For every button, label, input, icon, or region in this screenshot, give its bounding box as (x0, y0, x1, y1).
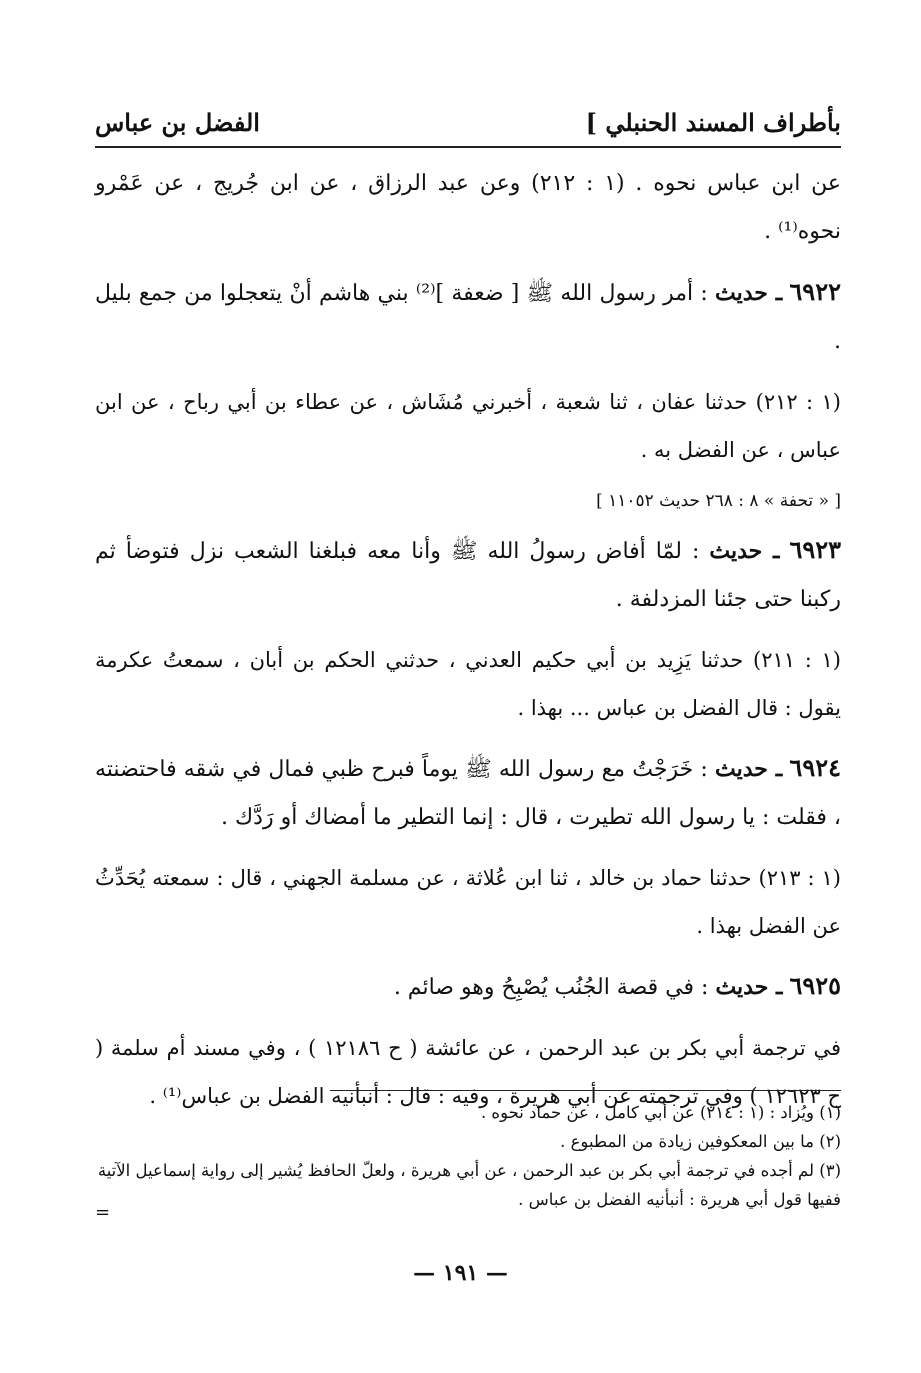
isnad-paragraph: (١ : ٢١٣) حدثنا حماد بن خالد ، ثنا ابن عُلاثة ، عن مسلمة الجهني ، قال : سمعته يُحَدِّثُ عن الفضل بهذا . (95, 866, 841, 938)
main-text (95, 160, 841, 1132)
hadith-text: : خَرَجْتُ مع رسول الله ﷺ يوماً فبرح ظبي فمال في شقه فاحتضنته ، فقلت : يا رسول الله تطيرت ، قال : إنما التطير ما أمضاك أو رَدَّك . (95, 757, 841, 830)
isnad-paragraph: (١ : ٢١١) حدثنا يَزِيد بن أبي حكيم العدني ، حدثني الحكم بن أبان ، سمعتُ عكرمة يقول : قال الفضل بن عباس ... بهذا . (95, 648, 841, 720)
page-number: — ١٩١ — (413, 1260, 508, 1286)
hadith-keyword: حديث (709, 538, 763, 564)
hadith-entry: ٦٩٢٣ ـ حديث : لمّا أفاض رسولُ الله ﷺ وأنا معه فبلغنا الشعب نزل فتوضأ ثم ركبنا حتى جئنا المزدلفة . (95, 535, 841, 612)
hadith-number: ٦٩٢٤ (789, 753, 841, 782)
reference-paragraph: في ترجمة أبي بكر بن عبد الرحمن ، عن عائشة ( ح ١٢١٨٦ ) ، وفي مسند أم سلمة ( ح ١٢٦٢٣ ) وفي ترجمته عن أبي هريرة ، وفيه : قال : أنبأنيه الفضل بن عباس⁽¹⁾ . (95, 1036, 841, 1108)
header-book-title: بأطراف المسند الحنبلي ] (585, 108, 841, 137)
hadith-number: ٦٩٢٣ (789, 535, 841, 564)
hadith-entry: ٦٩٢٤ ـ حديث : خَرَجْتُ مع رسول الله ﷺ يوماً فبرح ظبي فمال في شقه فاحتضنته ، فقلت : يا رسول الله تطيرت ، قال : إنما التطير ما أمضاك أو رَدَّك . (95, 753, 841, 830)
continuation-mark: = (95, 1202, 111, 1223)
isnad-paragraph: (١ : ٢١٢) حدثنا عفان ، ثنا شعبة ، أخبرني مُشَاش ، عن عطاء بن أبي رباح ، عن ابن عباس ، عن الفضل به . (95, 390, 841, 462)
header-section-title: الفضل بن عباس (95, 108, 260, 137)
hadith-text: : لمّا أفاض رسولُ الله ﷺ وأنا معه فبلغنا الشعب نزل فتوضأ ثم ركبنا حتى جئنا المزدلفة . (95, 539, 841, 612)
hadith-keyword: حديث (715, 756, 768, 782)
footnotes (95, 1098, 841, 1214)
footnote-divider (330, 1090, 841, 1091)
hadith-number: ٦٩٢٥ (789, 971, 841, 1000)
hadith-text: : في قصة الجُنُب يُصْبِحُ وهو صائم . (393, 975, 709, 1000)
hadith-text: : أمر رسول الله ﷺ [ ضعفة ]⁽²⁾ بني هاشم أنْ يتعجلوا من جمع بليل . (95, 281, 841, 354)
hadith-number: ٦٩٢٢ (789, 277, 841, 306)
footnote: (٣) لم أجده في ترجمة أبي بكر بن عبد الرحمن ، عن أبي هريرة ، ولعلّ الحافظ يُشير إلى رواية إسماعيل الآتية ففيها قول أبي هريرة : أنبأنيه الفضل بن عباس . (97, 1161, 841, 1209)
hadith-entry: ٦٩٢٥ ـ حديث : في قصة الجُنُب يُصْبِحُ وهو صائم . (393, 971, 841, 1000)
hadith-entry: ٦٩٢٢ ـ حديث : أمر رسول الله ﷺ [ ضعفة ]⁽²⁾ بني هاشم أنْ يتعجلوا من جمع بليل . (95, 277, 841, 354)
running-header (95, 104, 841, 148)
hadith-keyword: حديث (715, 974, 769, 1000)
paragraph: عن ابن عباس نحوه . (١ : ٢١٢) وعن عبد الرزاق ، عن ابن جُريج ، عن عَمْرو نحوه⁽¹⁾ . (95, 171, 841, 244)
tuhfa-citation: [ « تحفة » ٨ : ٢٦٨ حديث ١١٠٥٢ ] (596, 491, 841, 511)
footnote: (١) ويُزاد : (١ : ٢١٤) عن أبي كامل ، عن حماد نحوه . (480, 1103, 841, 1122)
hadith-keyword: حديث (714, 280, 768, 306)
footnote: (٢) ما بين المعكوفين زيادة من المطبوع . (560, 1132, 841, 1151)
